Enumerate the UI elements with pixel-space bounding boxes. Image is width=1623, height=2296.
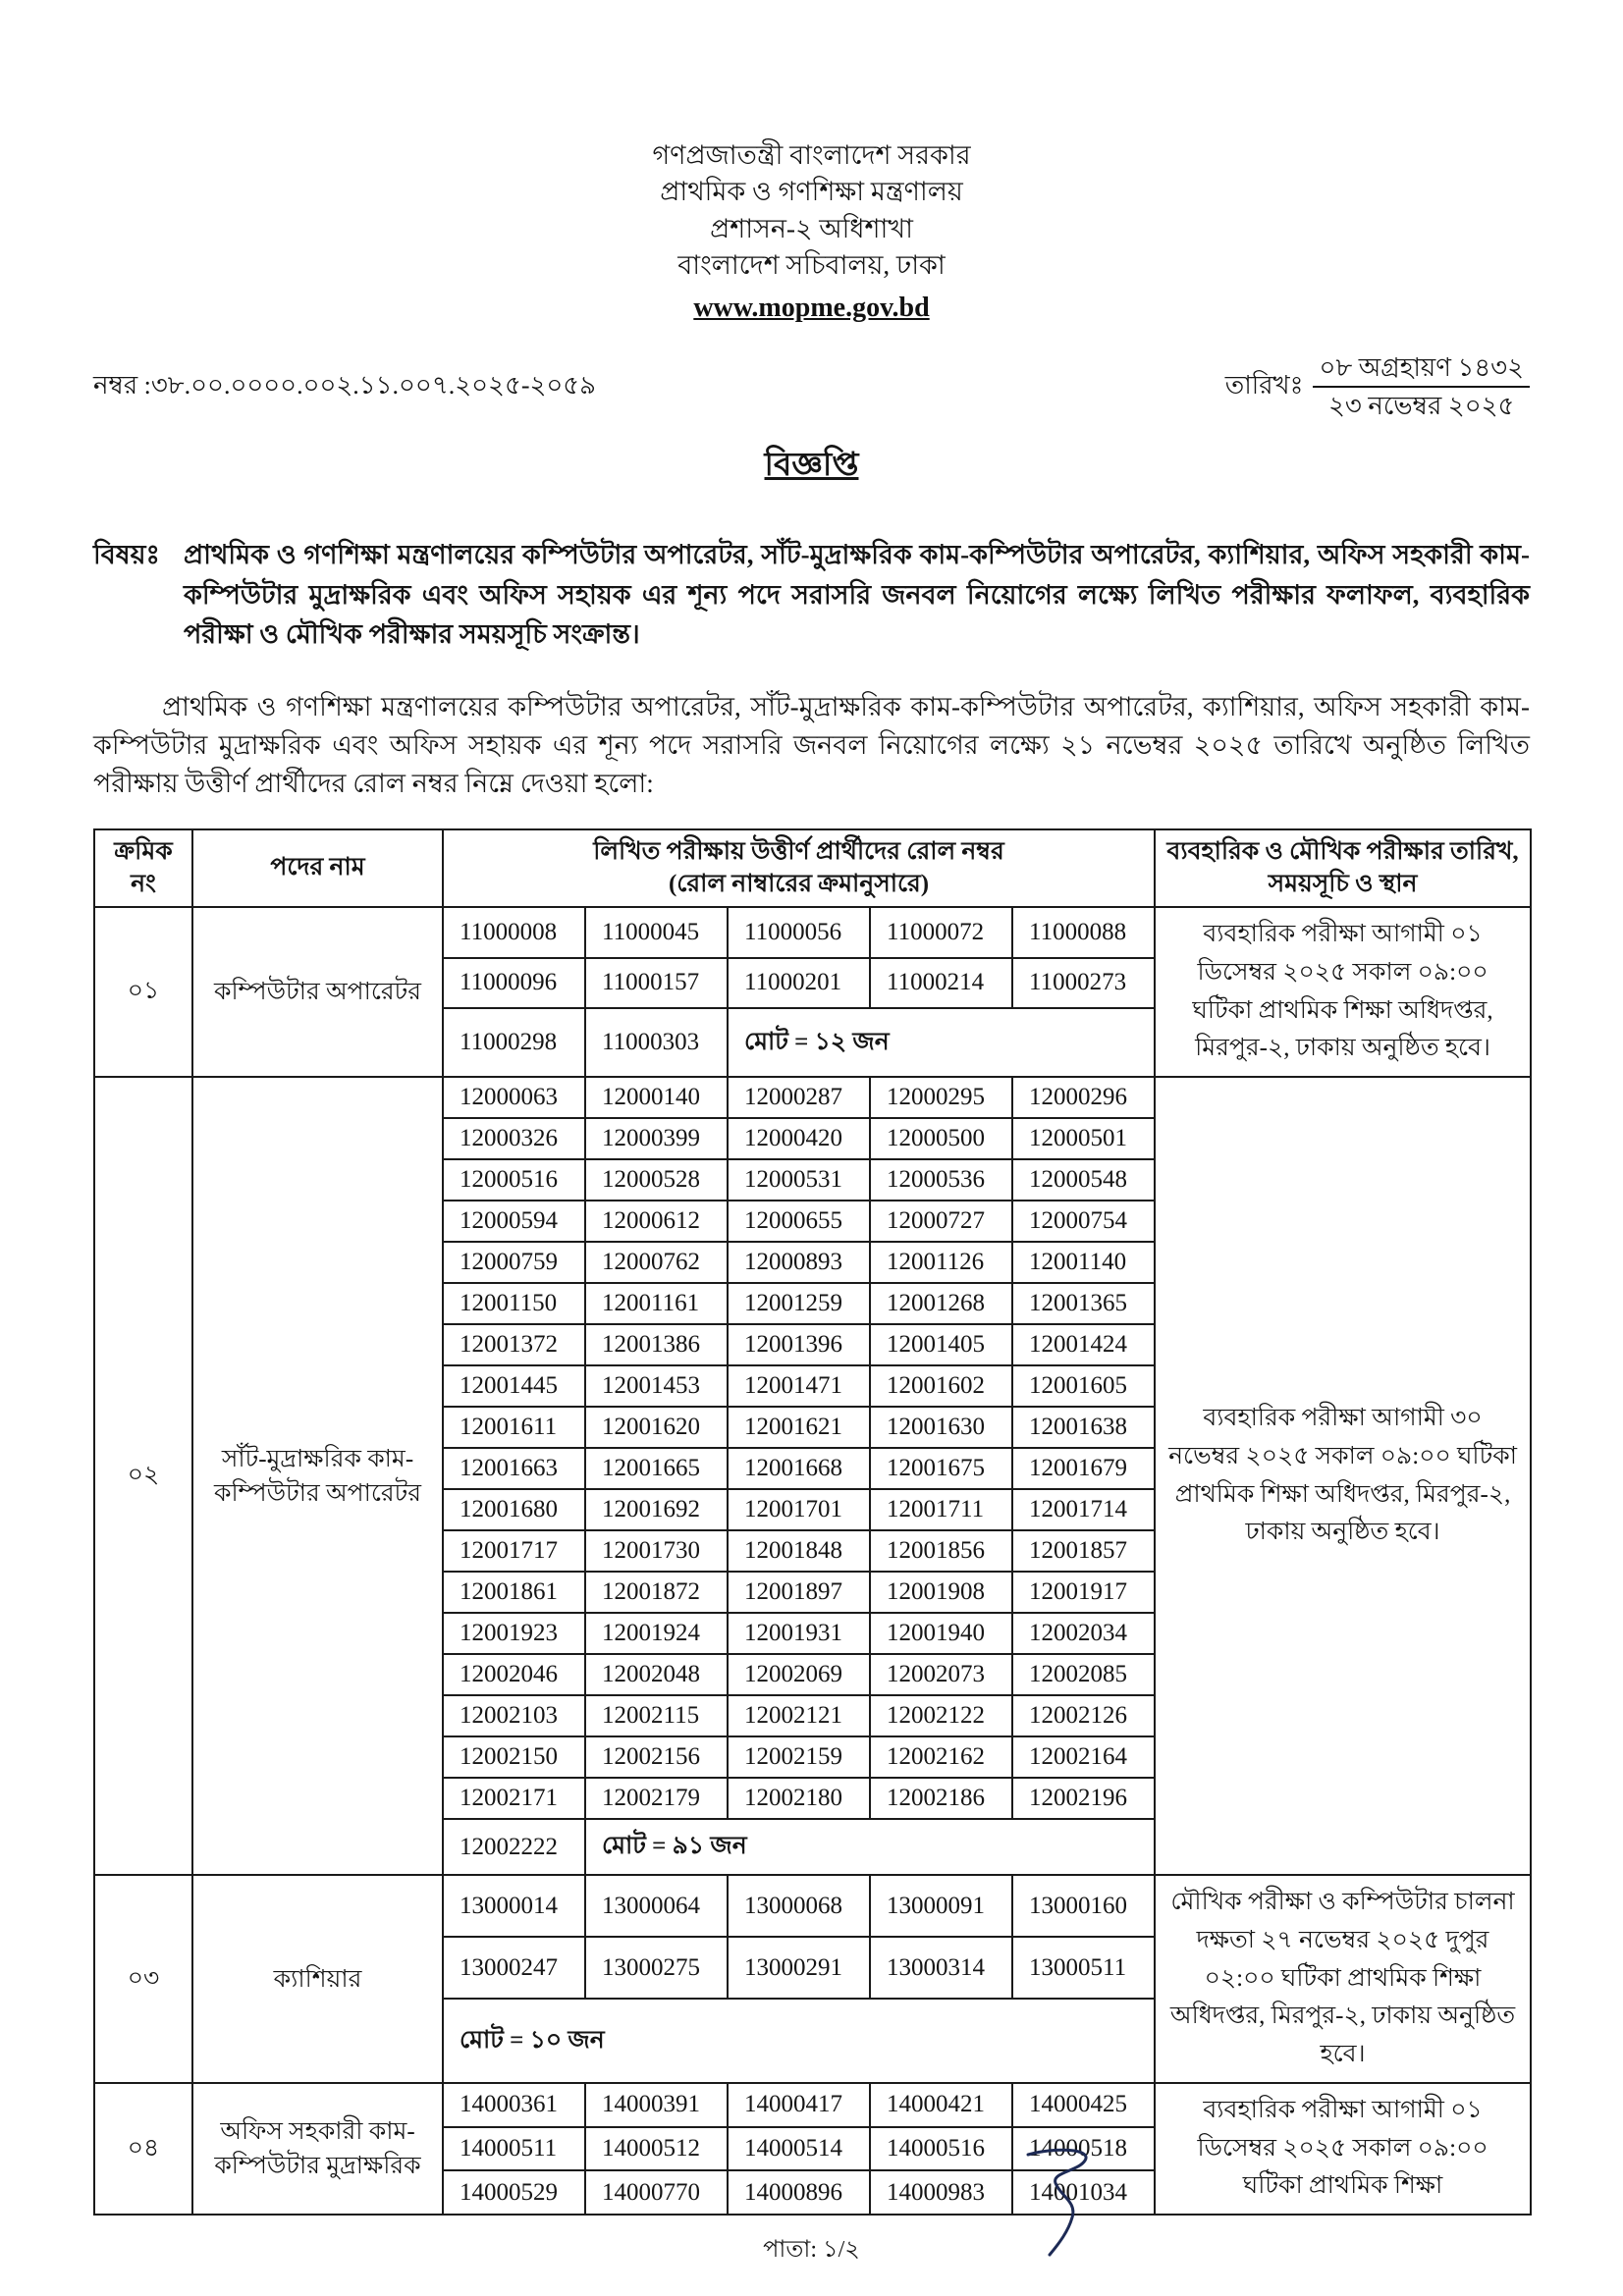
roll-number-cell: 12001445 (443, 1365, 585, 1407)
roll-number-cell: 14000512 (585, 2127, 728, 2171)
roll-number-cell: 11000201 (728, 958, 870, 1009)
roll-number-cell: 12001268 (870, 1283, 1012, 1324)
roll-number-cell: 13000314 (870, 1937, 1012, 1999)
roll-number-cell: 14000514 (728, 2127, 870, 2171)
exam-schedule-cell: মৌখিক পরীক্ষা ও কম্পিউটার চালনা দক্ষতা ২৭ নভেম্বর ২০২৫ দুপুর ০২:০০ ঘটিকা প্রাথমিক শিক্ষা অধিদপ্তর, মিরপুর-২, ঢাকায় অনুষ্ঠিত হবে। (1155, 1875, 1531, 2083)
roll-number-cell: 12001424 (1012, 1324, 1155, 1365)
roll-number-cell: 12001386 (585, 1324, 728, 1365)
roll-number-cell: 12000655 (728, 1201, 870, 1242)
roll-number-cell: 12001663 (443, 1448, 585, 1489)
header-roll-numbers (443, 829, 1155, 907)
roll-number-cell: 12001620 (585, 1407, 728, 1448)
subject-label: বিষয়ঃ (93, 540, 160, 570)
table-row (94, 2083, 1531, 2127)
secretariat-name: বাংলাদেশ সচিবালয়, ঢাকা (677, 249, 946, 280)
header-schedule: ব্যবহারিক ও মৌখিক পরীক্ষার তারিখ, সময়সূচি ও স্থান (1155, 829, 1531, 907)
roll-number-cell: 14000361 (443, 2083, 585, 2127)
table-row (94, 907, 1531, 958)
roll-number-cell: 12001602 (870, 1365, 1012, 1407)
roll-number-cell: 12001611 (443, 1407, 585, 1448)
roll-number-cell: 11000303 (585, 1008, 728, 1077)
roll-number-cell: 12001924 (585, 1613, 728, 1654)
roll-number-cell: 12000528 (585, 1159, 728, 1201)
roll-number-cell: 12002115 (585, 1695, 728, 1736)
header-serial: ক্রমিক নং (94, 829, 192, 907)
roll-number-cell: 12001638 (1012, 1407, 1155, 1448)
date-stack (1313, 351, 1530, 424)
roll-number-cell: 12001923 (443, 1613, 585, 1654)
roll-number-cell: 12001668 (728, 1448, 870, 1489)
roll-number-cell: 12001692 (585, 1489, 728, 1530)
roll-number-cell: 12000296 (1012, 1077, 1155, 1118)
roll-number-cell: 12001150 (443, 1283, 585, 1324)
roll-number-cell: 12001126 (870, 1242, 1012, 1283)
roll-number-cell: 12001396 (728, 1324, 870, 1365)
roll-number-cell: 12000754 (1012, 1201, 1155, 1242)
roll-number-cell: 12000759 (443, 1242, 585, 1283)
website-link[interactable]: www.mopme.gov.bd (693, 293, 930, 323)
roll-number-cell: 11000157 (585, 958, 728, 1009)
memo-number: নম্বর :৩৮.০০.০০০০.০০২.১১.০০৭.২০২৫-২০৫৯ (93, 371, 597, 400)
roll-number-cell: 12001857 (1012, 1530, 1155, 1572)
roll-number-cell: 13000068 (728, 1875, 870, 1937)
table-row (94, 1077, 1531, 1118)
roll-number-cell: 11000214 (870, 958, 1012, 1009)
header-roll-line2: (রোল নাম্বারের ক্রমানুসারে) (668, 870, 930, 897)
roll-number-cell: 12001897 (728, 1572, 870, 1613)
roll-number-cell: 11000088 (1012, 907, 1155, 958)
roll-number-cell: 13000275 (585, 1937, 728, 1999)
roll-number-cell: 11000072 (870, 907, 1012, 958)
roll-number-cell: 12001917 (1012, 1572, 1155, 1613)
memo-row (93, 351, 1530, 424)
roll-number-cell: 12000516 (443, 1159, 585, 1201)
post-name-cell: ক্যাশিয়ার (192, 1875, 443, 2083)
results-table-body (94, 907, 1531, 2215)
roll-number-cell: 12002048 (585, 1654, 728, 1695)
roll-number-cell: 14001034 (1012, 2170, 1155, 2215)
roll-number-cell: 12000063 (443, 1077, 585, 1118)
subject-text: প্রাথমিক ও গণশিক্ষা মন্ত্রণালয়ের কম্পিউটার অপারেটর, সাঁট-মুদ্রাক্ষরিক কাম-কম্পিউটার অপারেটর, ক্যাশিয়ার, অফিস সহকারী কাম-কম্পিউটার মুদ্রাক্ষরিক এবং অফিস সহায়ক এর শূন্য পদে সরাসরি জনবল নিয়োগের লক্ষ্যে লিখিত পরীক্ষার ফলাফল, ব্যবহারিক পরীক্ষা ও মৌখিক পরীক্ষার সময়সূচি সংক্রান্ত। (183, 540, 1530, 650)
roll-number-cell: 14000518 (1012, 2127, 1155, 2171)
post-name-cell: সাঁট-মুদ্রাক্ষরিক কাম-কম্পিউটার অপারেটর (192, 1077, 443, 1875)
roll-number-cell: 12001621 (728, 1407, 870, 1448)
roll-number-cell: 13000247 (443, 1937, 585, 1999)
roll-number-cell: 12001848 (728, 1530, 870, 1572)
roll-number-cell: 12002121 (728, 1695, 870, 1736)
roll-number-cell: 12002171 (443, 1778, 585, 1819)
roll-number-cell: 12001730 (585, 1530, 728, 1572)
body-paragraph: প্রাথমিক ও গণশিক্ষা মন্ত্রণালয়ের কম্পিউটার অপারেটর, সাঁট-মুদ্রাক্ষরিক কাম-কম্পিউটার অপারেটর, ক্যাশিয়ার, অফিস সহকারী কাম-কম্পিউটার মুদ্রাক্ষরিক এবং অফিস সহায়ক এর শূন্য পদে সরাসরি জনবল নিয়োগের লক্ষ্যে ২১ নভেম্বর ২০২৫ তারিখে অনুষ্ঠিত লিখিত পরীক্ষায় উত্তীর্ণ প্রার্থীদের রোল নম্বর নিম্নে দেওয়া হলো: (93, 691, 1530, 798)
roll-number-cell: 12001940 (870, 1613, 1012, 1654)
roll-number-cell: 12002164 (1012, 1736, 1155, 1778)
roll-number-cell: 12002122 (870, 1695, 1012, 1736)
roll-number-cell: 12001701 (728, 1489, 870, 1530)
roll-number-cell: 11000056 (728, 907, 870, 958)
roll-number-cell: 12000399 (585, 1118, 728, 1159)
date-block (1225, 351, 1530, 424)
roll-number-cell: 12000762 (585, 1242, 728, 1283)
post-name-cell: অফিস সহকারী কাম-কম্পিউটার মুদ্রাক্ষরিক (192, 2083, 443, 2215)
serial-number-cell: ০৪ (94, 2083, 192, 2215)
roll-number-cell: 12002159 (728, 1736, 870, 1778)
roll-number-cell: 12002196 (1012, 1778, 1155, 1819)
roll-number-cell: 14000983 (870, 2170, 1012, 2215)
roll-number-cell: 12000893 (728, 1242, 870, 1283)
roll-number-cell: 12001856 (870, 1530, 1012, 1572)
section-name: প্রশাসন-২ অধিশাখা (710, 213, 913, 243)
roll-number-cell: 12001453 (585, 1365, 728, 1407)
results-table (93, 828, 1532, 2216)
roll-number-cell: 12000140 (585, 1077, 728, 1118)
roll-number-cell: 12000612 (585, 1201, 728, 1242)
roll-number-cell: 12001680 (443, 1489, 585, 1530)
roll-number-cell: 12001717 (443, 1530, 585, 1572)
roll-number-cell: 12002073 (870, 1654, 1012, 1695)
roll-number-cell: 12000531 (728, 1159, 870, 1201)
letterhead (93, 137, 1530, 328)
header-post: পদের নাম (192, 829, 443, 907)
roll-number-cell: 12001872 (585, 1572, 728, 1613)
roll-number-cell: 12001630 (870, 1407, 1012, 1448)
roll-number-cell: 12000420 (728, 1118, 870, 1159)
roll-number-cell: 12000295 (870, 1077, 1012, 1118)
government-name: গণপ্রজাতন্ত্রী বাংলাদেশ সরকার (652, 140, 971, 170)
roll-number-cell: 12002162 (870, 1736, 1012, 1778)
roll-number-cell: 12001861 (443, 1572, 585, 1613)
roll-number-cell: 12002085 (1012, 1654, 1155, 1695)
total-count-cell: মোট = ১২ জন (728, 1008, 1155, 1077)
roll-number-cell: 11000045 (585, 907, 728, 958)
roll-number-cell: 12000287 (728, 1077, 870, 1118)
roll-number-cell: 11000008 (443, 907, 585, 958)
ministry-name: প্রাথমিক ও গণশিক্ষা মন্ত্রণালয় (660, 177, 963, 207)
roll-number-cell: 12001711 (870, 1489, 1012, 1530)
roll-number-cell: 12001931 (728, 1613, 870, 1654)
roll-number-cell: 14000425 (1012, 2083, 1155, 2127)
roll-number-cell: 14000516 (870, 2127, 1012, 2171)
roll-number-cell: 13000091 (870, 1875, 1012, 1937)
roll-number-cell: 12002069 (728, 1654, 870, 1695)
roll-number-cell: 12002126 (1012, 1695, 1155, 1736)
roll-number-cell: 12001605 (1012, 1365, 1155, 1407)
roll-number-cell: 12000594 (443, 1201, 585, 1242)
table-row (94, 1875, 1531, 1937)
roll-number-cell: 12001405 (870, 1324, 1012, 1365)
notice-title: বিজ্ঞপ্তি (764, 448, 859, 484)
roll-number-cell: 12001675 (870, 1448, 1012, 1489)
roll-number-cell: 12001365 (1012, 1283, 1155, 1324)
roll-number-cell: 12002156 (585, 1736, 728, 1778)
roll-number-cell: 12002150 (443, 1736, 585, 1778)
roll-number-cell: 14000529 (443, 2170, 585, 2215)
roll-number-cell: 14000421 (870, 2083, 1012, 2127)
roll-number-cell: 11000096 (443, 958, 585, 1009)
roll-number-cell: 12002103 (443, 1695, 585, 1736)
roll-number-cell: 13000511 (1012, 1937, 1155, 1999)
roll-number-cell: 12001140 (1012, 1242, 1155, 1283)
roll-number-cell: 12000500 (870, 1118, 1012, 1159)
roll-number-cell: 12000727 (870, 1201, 1012, 1242)
total-count-cell: মোট = ৯১ জন (585, 1819, 1155, 1875)
date-label: তারিখঃ (1224, 371, 1304, 400)
post-name-cell: কম্পিউটার অপারেটর (192, 907, 443, 1077)
roll-number-cell: 12000536 (870, 1159, 1012, 1201)
roll-number-cell: 12002222 (443, 1819, 585, 1875)
roll-number-cell: 12002034 (1012, 1613, 1155, 1654)
bengali-calendar-date: ০৮ অগ্রহায়ণ ১৪৩২ (1313, 351, 1530, 389)
roll-number-cell: 14000896 (728, 2170, 870, 2215)
subject-block (93, 535, 1530, 655)
roll-number-cell: 12002046 (443, 1654, 585, 1695)
total-count-cell: মোট = ১০ জন (443, 1999, 1155, 2083)
exam-schedule-cell: ব্যবহারিক পরীক্ষা আগামী ০১ ডিসেম্বর ২০২৫ সকাল ০৯:০০ ঘটিকা প্রাথমিক শিক্ষা অধিদপ্তর, মিরপুর-২, ঢাকায় অনুষ্ঠিত হবে। (1155, 907, 1531, 1077)
roll-number-cell: 12001161 (585, 1283, 728, 1324)
roll-number-cell: 13000160 (1012, 1875, 1155, 1937)
roll-number-cell: 11000273 (1012, 958, 1155, 1009)
roll-number-cell: 12000501 (1012, 1118, 1155, 1159)
serial-number-cell: ০১ (94, 907, 192, 1077)
roll-number-cell: 12000548 (1012, 1159, 1155, 1201)
roll-number-cell: 12002180 (728, 1778, 870, 1819)
roll-number-cell: 13000014 (443, 1875, 585, 1937)
roll-number-cell: 11000298 (443, 1008, 585, 1077)
roll-number-cell: 14000511 (443, 2127, 585, 2171)
page-number: পাতা: ১/২ (763, 2237, 860, 2263)
roll-number-cell: 12001665 (585, 1448, 728, 1489)
roll-number-cell: 12001679 (1012, 1448, 1155, 1489)
roll-number-cell: 13000291 (728, 1937, 870, 1999)
serial-number-cell: ০২ (94, 1077, 192, 1875)
roll-number-cell: 14000391 (585, 2083, 728, 2127)
roll-number-cell: 12002179 (585, 1778, 728, 1819)
roll-number-cell: 12001259 (728, 1283, 870, 1324)
roll-number-cell: 12001372 (443, 1324, 585, 1365)
roll-number-cell: 12001714 (1012, 1489, 1155, 1530)
roll-number-cell: 12002186 (870, 1778, 1012, 1819)
exam-schedule-cell: ব্যবহারিক পরীক্ষা আগামী ০১ ডিসেম্বর ২০২৫ সকাল ০৯:০০ ঘটিকা প্রাথমিক শিক্ষা (1155, 2083, 1531, 2215)
serial-number-cell: ০৩ (94, 1875, 192, 2083)
roll-number-cell: 14000770 (585, 2170, 728, 2215)
roll-number-cell: 12001471 (728, 1365, 870, 1407)
roll-number-cell: 12001908 (870, 1572, 1012, 1613)
exam-schedule-cell: ব্যবহারিক পরীক্ষা আগামী ৩০ নভেম্বর ২০২৫ সকাল ০৯:০০ ঘটিকা প্রাথমিক শিক্ষা অধিদপ্তর, মিরপুর-২, ঢাকায় অনুষ্ঠিত হবে। (1155, 1077, 1531, 1875)
gregorian-date: ২৩ নভেম্বর ২০২৫ (1328, 392, 1515, 421)
table-header-row (94, 829, 1531, 907)
header-roll-line1: লিখিত পরীক্ষায় উত্তীর্ণ প্রার্থীদের রোল নম্বর (593, 838, 1004, 866)
roll-number-cell: 14000417 (728, 2083, 870, 2127)
roll-number-cell: 13000064 (585, 1875, 728, 1937)
roll-number-cell: 12000326 (443, 1118, 585, 1159)
